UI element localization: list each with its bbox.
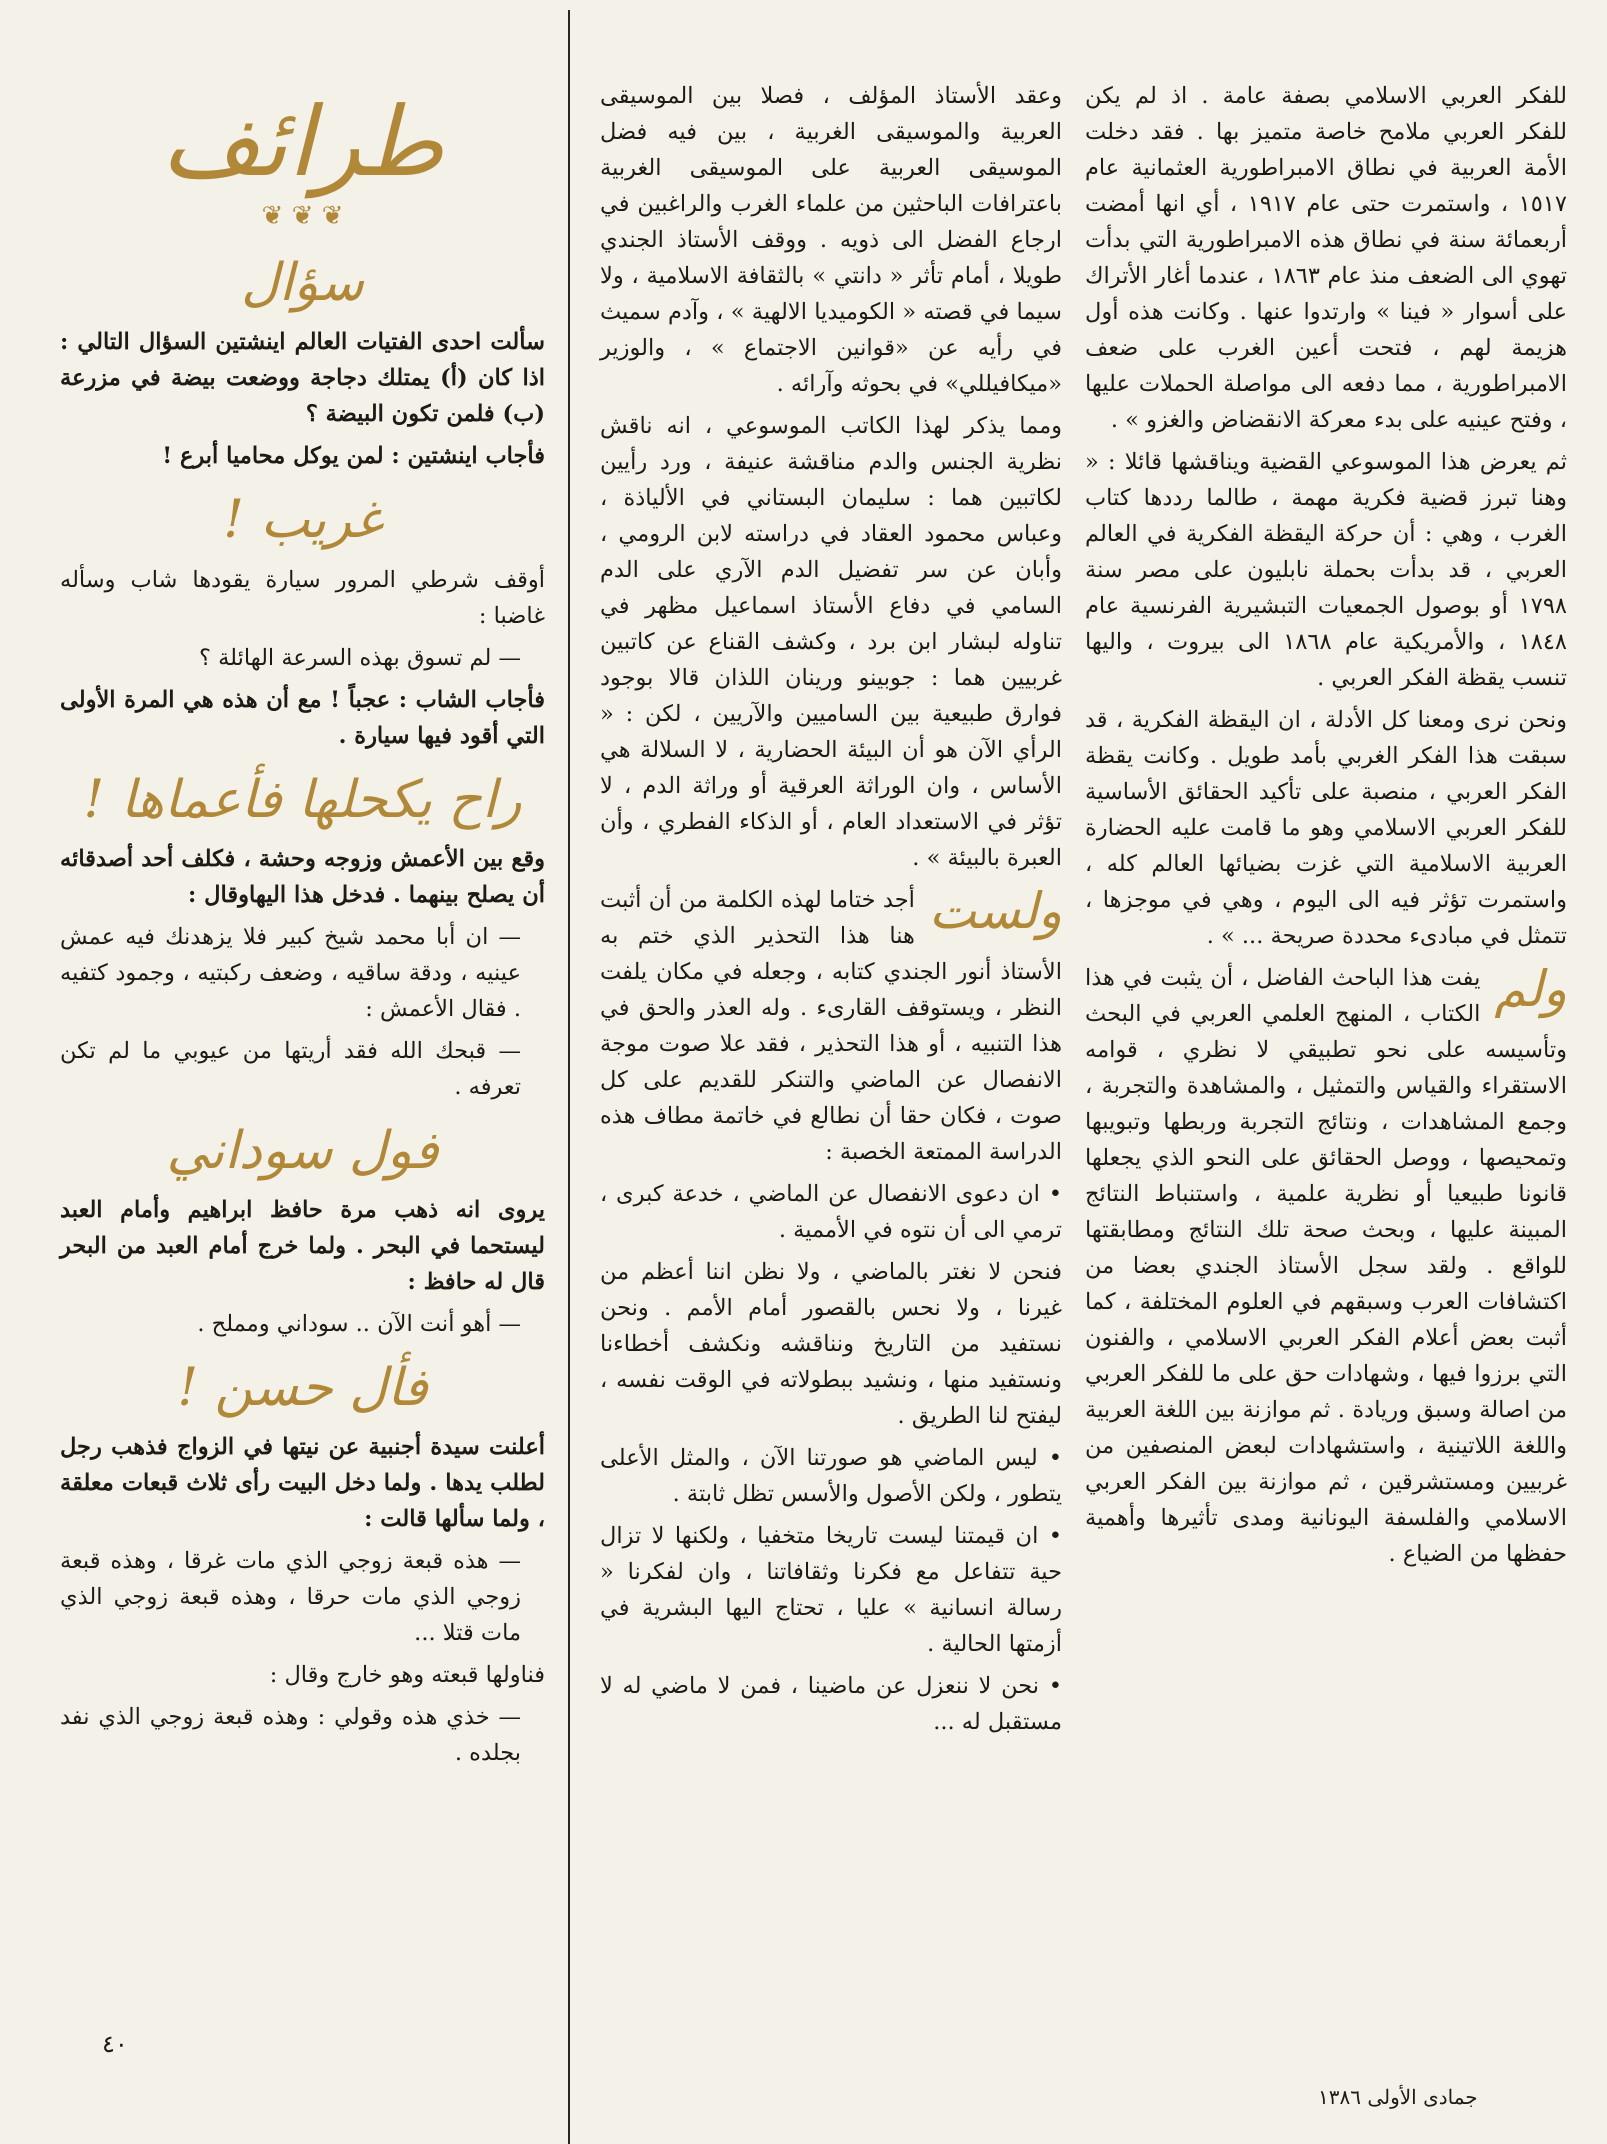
title-ornament: ❦ ❦ ❦ xyxy=(261,200,344,231)
column-divider xyxy=(568,10,570,2144)
anecdote-dialog: — ان أبا محمد شيخ كبير فلا يزهدنك فيه عمش عينيه ، ودقة ساقيه ، وضعف ركبتيه ، وجمود كتفيه . فقال الأعمش : xyxy=(60,923,521,1022)
anecdote-text: فأجاب الشاب : عجباً ! مع أن هذه هي المرة الأولى التي أقود فيها سيارة . xyxy=(60,686,545,749)
article-paragraph-dropcap xyxy=(1085,960,1567,1572)
bullet-paragraph: • نحن لا ننعزل عن ماضينا ، فمن لا ماضي له لا مستقبل له ... xyxy=(600,1673,1062,1735)
article-paragraph: وعقد الأستاذ المؤلف ، فصلا بين الموسيقى العربية والموسيقى الغربية ، بين فيه فضل الموسيقى العربية على الموسيقى الغربية باعترافات الباحثين من علماء الغرب والراغبين في ارجاع الفضل الى ذويه . ووقف الأستاذ الجندي طويلا ، أمام تأثر « دانتي » بالثقافة الاسلامية ، ولا سيما في قصته « الكوميديا الالهية » ، وآدم سميث في رأيه عن «قوانين الاجتماع » ، والوزير «ميكافيللي» في بحوثه وآرائه . xyxy=(600,83,1062,397)
article-column-middle xyxy=(600,78,1062,1746)
anecdote-section xyxy=(60,769,545,1105)
article-paragraph: للفكر العربي الاسلامي بصفة عامة . اذ لم يكن للفكر العربي ملامح خاصة متميز بها . فقد دخلت الأمة العربية في نطاق الامبراطورية العثمانية عام ١٥١٧ ، واستمرت حتى عام ١٩١٧ ، أي انها أمضت أربعمائة سنة في نطاق هذه الامبراطورية التي بدأت تهوي الى الضعف منذ عام ١٨٦٣ ، عندما أغار الأتراك على أسوار « فينا » وارتدوا عنها . وكانت هذه أول هزيمة لهم ، فتحت أعين الغرب على ضعف الامبراطورية ، مما دفعه الى مواصلة الحملات عليها ، وفتح عينيه على بدء معركة الانقضاض والغزو » . xyxy=(1085,83,1567,433)
article-paragraph: ومما يذكر لهذا الكاتب الموسوعي ، انه ناقش نظرية الجنس والدم مناقشة عنيفة ، ورد رأيين لكاتبين هما : سليمان البستاني في الألياذة ، وعباس محمود العقاد في دراسته لابن الرومي ، وأبان عن سر تفضيل الدم الآري على الدم السامي في دفاع الأستاذ اسماعيل مظهر في تناوله لبشار ابن برد ، وكشف القناع عن كاتبين غربيين هما : جوبينو ورينان اللذان قالا بوجود فوارق طبيعية بين الساميين والآريين ، لكن : « الرأي الآن هو أن البيئة الحضارية ، لا السلالة هي الأساس ، وان الوراثة العرقية أو وراثة الدم ، لا تؤثر في الاستعداد العام ، أو الذكاء الفطري ، وأن العبرة بالبيئة » . xyxy=(600,413,1062,871)
article-paragraph-text: أجد ختاما لهذه الكلمة من أن أثبت هنا هذا التحذير الذي ختم به الأستاذ أنور الجندي كتابه ، وجعله في مكان يلفت النظر ، ويستوقف القارىء . وله العذر والحق في هذا التنبيه ، أو هذا التحذير ، فقد علا صوت موجة الانفصال عن الماضي والتنكر للقديم على كل صوت ، فكان حقا أن نطالع في خاتمة مطاف هذه الدراسة الممتعة الخصبة : xyxy=(600,887,1062,1165)
anecdote-section xyxy=(60,1120,545,1342)
anecdote-text: سألت احدى الفتيات العالم اينشتين السؤال التالي : اذا كان (أ) يمتلك دجاجة ووضعت بيضة في مزرعة (ب) فلمن تكون البيضة ؟ xyxy=(60,329,545,428)
decorative-dropcap: ولم xyxy=(1494,960,1567,1018)
article-paragraph: فنحن لا نغتر بالماضي ، ولا نظن اننا أعظم من غيرنا ، ولا نحس بالقصور أمام الأمم . ونحن نستفيد من التاريخ ونناقشه ونكشف أخطاءنا ونستفيد منها ، ونشيد ببطولاته في الوقت نفسه ، ليفتح لنا الطريق . xyxy=(600,1259,1062,1429)
anecdote-text: فناولها قبعته وهو خارج وقال : xyxy=(269,1662,545,1689)
article-paragraph: ونحن نرى ومعنا كل الأدلة ، ان اليقظة الفكرية ، قد سبقت هذا الفكر الغربي بأمد طويل . وكانت يقظة الفكر العربي ، منصبة على تأكيد الحقائق الأساسية للفكر العربي الاسلامي وهو ما قامت عليه الحضارة العربية الاسلامية التي غزت بضيائها العالم كله ، واستمرت تؤثر فيه الى اليوم ، وهي في موجزها ، تتمثل في مبادىء محددة صريحة ... » . xyxy=(1085,707,1567,949)
anecdote-title: سؤال xyxy=(241,253,364,314)
anecdote-text: يروى انه ذهب مرة حافظ ابراهيم وأمام العبد ليستحما في البحر . ولما خرج أمام العبد من البحر قال له حافظ : xyxy=(60,1196,545,1295)
article-paragraph-text: يفت هذا الباحث الفاضل ، أن يثبت في هذا الكتاب ، المنهج العلمي العربي في البحث وتأسيسه على نحو تطبيقي لا نظري ، قوامه الاستقراء والقياس والتمثيل ، والمشاهدة والتجربة ، وجمع المشاهدات ، ونتائج التجربة وربطها وتبويبها وتمحيصها ، ووصل الحقائق على النحو الذي يجعلها قانونا طبيعيا أو نظرية علمية ، واستنباط النتائج المبينة عليها ، وبحث صحة تلك النتائج ومطابقتها للواقع . ولقد سجل الأستاذ الجندي بعضا من اكتشافات العرب وسبقهم في العلوم المختلفة ، كما أثبت بعض أعلام الفكر العربي الاسلامي ، والفنون التي برزوا فيها ، وشهادات حق على ما للفكر العربي من اصالة وسبق وريادة . ثم موازنة بين اللغة العربية واللغة اللاتينية ، واستشهادات لبعض المنصفين من غربيين ومستشرقين ، ثم موازنة بين الفكر العربي الاسلامي والفلسفة اليونانية ومدى تأثيرها وأهمية حفظها من الضياع . xyxy=(1085,965,1567,1567)
anecdote-title: فول سوداني xyxy=(166,1120,439,1181)
anecdote-text: أوقف شرطي المرور سيارة يقودها شاب وسأله غاضبا : xyxy=(60,566,545,629)
bullet-paragraph: • ان قيمتنا ليست تاريخا متخفيا ، ولكنها لا تزال حية تتفاعل مع فكرنا وثقافاتنا ، وان لفكرنا « رسالة انسانية » عليا ، تحتاج اليها البشرية في أزمتها الحالية . xyxy=(600,1523,1062,1657)
anecdote-section xyxy=(60,492,545,753)
issue-date: جمادى الأولى ١٣٨٦ xyxy=(1318,2085,1478,2109)
article-paragraph-dropcap xyxy=(600,882,1062,1170)
anecdote-dialog: — قبحك الله فقد أريتها من عيوبي ما لم تكن تعرفه . xyxy=(60,1037,521,1100)
anecdote-dialog: — لم تسوق بهذه السرعة الهائلة ؟ xyxy=(198,644,521,671)
anecdotes-column xyxy=(60,86,545,1777)
anecdote-title: غريب ! xyxy=(223,490,382,551)
article-column-right xyxy=(1085,78,1567,1578)
anecdote-text: أعلنت سيدة أجنبية عن نيتها في الزواج فذهب رجل لطلب يدها . ولما دخل البيت رأى ثلاث قبعات معلقة ، ولما سألها قالت : xyxy=(60,1434,545,1533)
decorative-dropcap: ولست xyxy=(928,882,1062,940)
anecdote-text: فأجاب اينشتين : لمن يوكل محاميا أبرع ! xyxy=(162,443,545,470)
page-number: ٤٠ xyxy=(102,2030,128,2058)
anecdote-dialog: — خذي هذه وقولي : وهذه قبعة زوجي الذي نفد بجلده . xyxy=(60,1704,521,1767)
bullet-paragraph: • ان دعوى الانفصال عن الماضي ، خدعة كبرى ، ترمي الى أن نتوه في الأممية . xyxy=(600,1181,1062,1243)
anecdote-section xyxy=(60,255,545,474)
anecdote-dialog: — هذه قبعة زوجي الذي مات غرقا ، وهذه قبعة زوجي الذي مات حرقا ، وهذه قبعة زوجي الذي مات قتلا ... xyxy=(60,1548,521,1647)
article-paragraph: ثم يعرض هذا الموسوعي القضية ويناقشها قائلا : « وهنا تبرز قضية فكرية مهمة ، طالما رددها كتاب الغرب ، وهي : أن حركة اليقظة الفكرية في العالم العربي ، قد بدأت بحملة نابليون على مصر سنة ١٧٩٨ أو بوصول الجمعيات التبشيرية الفرنسية عام ١٨٤٨ ، والأمريكية عام ١٨٦٨ الى بيروت ، واليها تنسب يقظة الفكر العربي . xyxy=(1085,449,1567,691)
anecdote-text: وقع بين الأعمش وزوجه وحشة ، فكلف أحد أصدقائه أن يصلح بينهما . فدخل هذا اليهاوقال : xyxy=(60,845,545,908)
anecdote-section xyxy=(60,1357,545,1771)
bullet-paragraph: • ليس الماضي هو صورتنا الآن ، والمثل الأعلى يتطور ، ولكن الأصول والأسس تظل ثابتة . xyxy=(600,1445,1062,1507)
anecdotes-main-title: طرائف xyxy=(161,86,444,198)
anecdote-title: راح يكحلها فأعماها ! xyxy=(83,769,522,830)
anecdote-title: فأل حسن ! xyxy=(177,1357,428,1418)
anecdote-dialog: — أهو أنت الآن .. سوداني ومملح . xyxy=(197,1310,521,1337)
